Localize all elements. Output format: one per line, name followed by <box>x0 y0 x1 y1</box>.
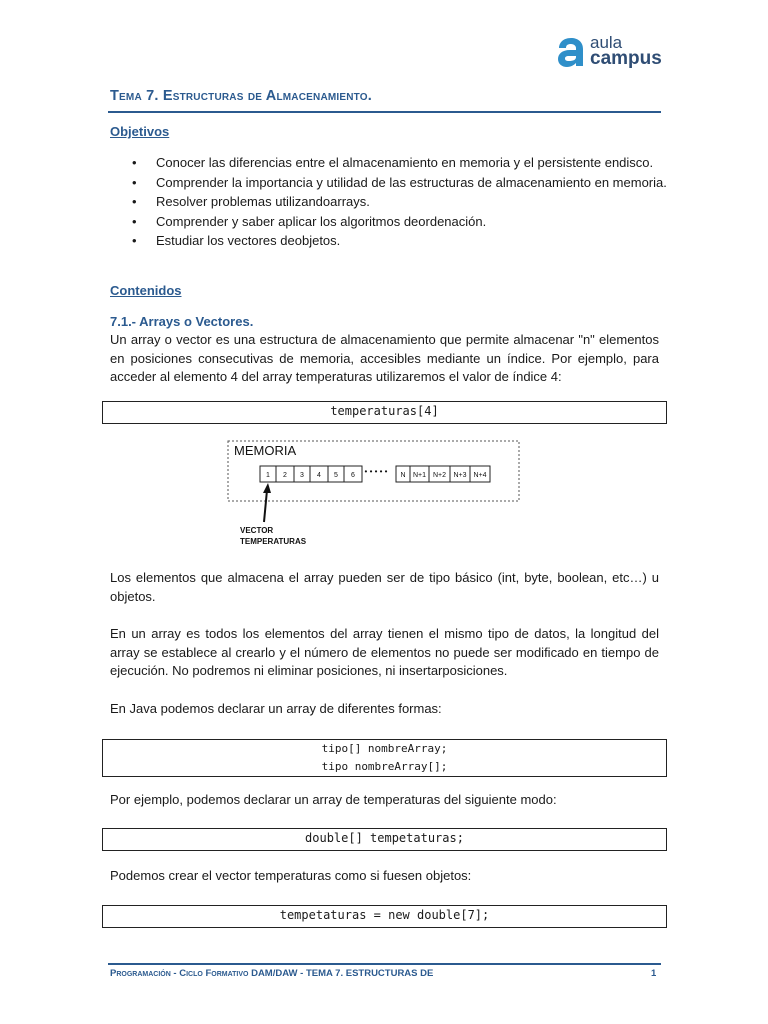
vector-label-line1: VECTOR <box>240 526 274 535</box>
page-title-text: Tema 7. Estructuras de Almacenamiento. <box>110 88 372 104</box>
code-double-array-text: double[] tempetaturas; <box>305 831 464 845</box>
list-item: • Estudiar los vectores deobjetos. <box>110 231 670 251</box>
paragraph-arrays-intro: Un array o vector es una estructura de almacenamiento que permite almacenar "n" elementos en posiciones consecutivas de memoria, accesibles mediante un índice. Por ejemplo, para acceder al elemento 4 del array temperaturas utilizaremos el valor de índice 4: <box>110 332 659 384</box>
memory-cell-label: N+4 <box>473 472 487 479</box>
logo-text-campus: campus <box>590 48 662 69</box>
code-new-double-text: tempetaturas = new double[7]; <box>279 908 490 922</box>
memory-title: MEMORIA <box>234 443 297 458</box>
code-declaration-line: tipo nombreArray[]; <box>321 760 448 773</box>
section-heading-arrays: 7.1.- Arrays o Vectores. <box>110 314 254 329</box>
paragraph-array-properties: En un array es todos los elementos del array tienen el mismo tipo de datos, la longitud del array se establece al crearlo y el número de elementos no puede ser modificado en tiempo de ejecución. No podremos ni eliminar posiciones, ni insertarposiciones. <box>110 626 659 678</box>
memory-figure <box>226 438 522 550</box>
paragraph-example-declare: Por ejemplo, podemos declarar un array de temperaturas del siguiente modo: <box>110 792 557 807</box>
list-item: • Comprender y saber aplicar los algoritmos deordenación. <box>110 212 670 232</box>
memory-cell-label: N+1 <box>412 472 427 479</box>
paragraph-element-types: Los elementos que almacena el array pueden ser de tipo básico (int, byte, boolean, etc…) u objetos. <box>110 570 659 604</box>
memory-cell-label: 1 <box>266 472 270 479</box>
memory-cell-label: N <box>400 472 406 479</box>
logo-text-aula: aula <box>590 33 623 52</box>
memory-cell-label: 6 <box>351 472 355 479</box>
paragraph-java-declare: En Java podemos declarar un array de diferentes formas: <box>110 701 442 716</box>
paragraph-create-vector: Podemos crear el vector temperaturas como si fuesen objetos: <box>110 868 472 883</box>
code-box-new-double <box>102 905 667 928</box>
footer-text-content: Programación - Ciclo Formativo DAM/DAW - TEMA 7. ESTRUCTURAS DE <box>110 968 434 979</box>
title-divider <box>108 111 661 113</box>
code-box-declarations <box>102 739 667 777</box>
memory-cell-label: N+2 <box>432 472 447 479</box>
contenidos-heading: Contenidos <box>110 283 182 298</box>
footer-text <box>110 968 433 979</box>
aula-campus-logo <box>556 33 666 72</box>
memory-ellipsis: • • • • • <box>364 467 388 476</box>
code-box-double-array <box>102 828 667 851</box>
objetivos-heading: Objetivos <box>110 124 170 139</box>
vector-label-line2: TEMPERATURAS <box>240 537 307 546</box>
memory-cell-label: 2 <box>283 472 287 479</box>
list-item: • Comprender la importancia y utilidad de las estructuras de almacenamiento en memoria. <box>110 173 670 193</box>
page-number: 1 <box>651 968 657 979</box>
objetivos-list <box>110 153 670 251</box>
list-item: • Resolver problemas utilizandoarrays. <box>110 192 670 212</box>
arrow-shaft <box>264 490 267 522</box>
code-declaration-line: tipo[] nombreArray; <box>321 742 448 755</box>
list-item: • Conocer las diferencias entre el almacenamiento en memoria y el persistente endisco. <box>110 153 670 173</box>
aula-campus-logo-mark-icon <box>556 36 586 68</box>
memory-cell-label: N+3 <box>453 472 467 479</box>
memory-cell-label: 3 <box>300 472 304 479</box>
memory-cell-label: 5 <box>334 472 338 479</box>
code-access-text: temperaturas[4] <box>330 404 439 418</box>
memory-cell-label: 4 <box>317 472 321 479</box>
footer-divider <box>108 963 661 965</box>
page-title <box>110 88 372 104</box>
code-box-access <box>102 401 667 424</box>
arrow-head-icon <box>263 483 271 493</box>
